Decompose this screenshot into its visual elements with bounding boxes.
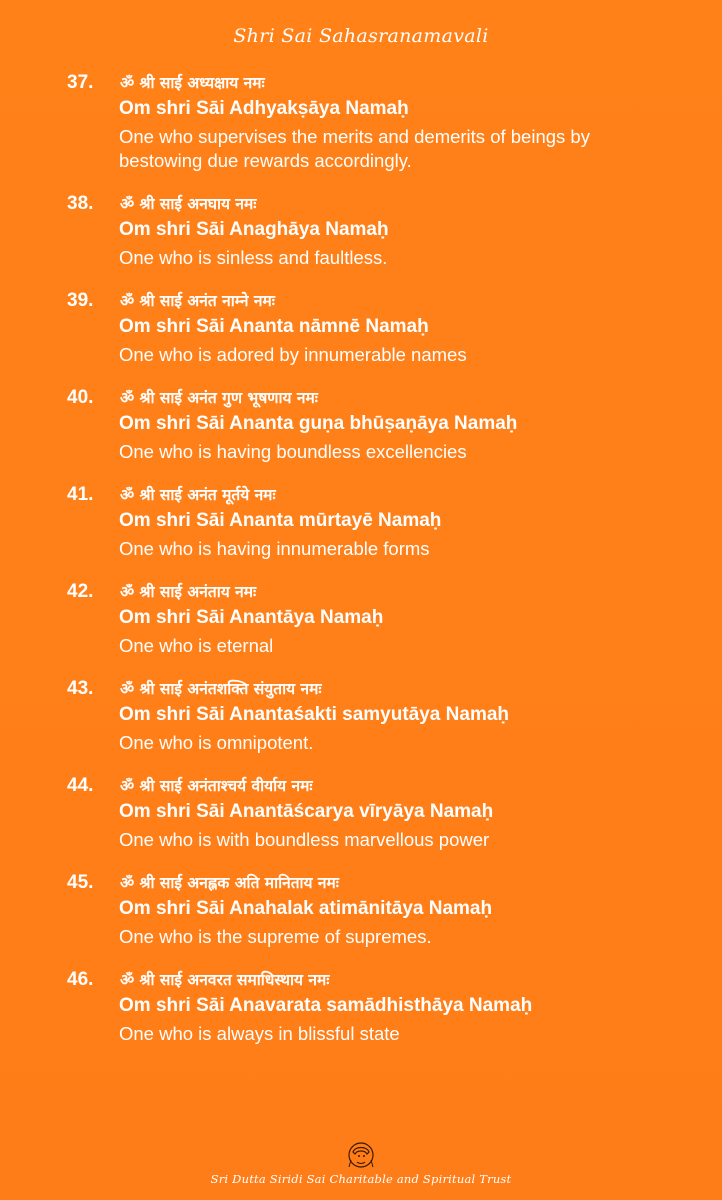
list-item: [0, 193, 722, 270]
sanskrit-mantra: ॐ श्री साई अनंत मूर्तये नमः: [120, 486, 276, 504]
footer: [0, 1140, 722, 1200]
transliteration: Om shri Sāi Ananta mūrtayē Namaḥ: [119, 510, 442, 531]
meaning: One who is having innumerable forms: [119, 538, 430, 559]
meaning: One who supervises the merits and demerits of beings by bestowing due rewards accordingly.: [119, 126, 590, 171]
entry-number: 44.: [67, 775, 94, 796]
sanskrit-mantra: ॐ श्री साई अनघाय नमः: [120, 195, 257, 213]
entry-number: 38.: [67, 193, 94, 214]
transliteration: Om shri Sāi Anantāścarya vīryāya Namaḥ: [119, 801, 494, 822]
entry-number: 43.: [67, 678, 94, 699]
meaning: One who is with boundless marvellous power: [119, 829, 490, 850]
sanskrit-mantra: ॐ श्री साई अनंताश्चर्य वीर्याय नमः: [120, 777, 313, 795]
footer-text: Sri Dutta Siridi Sai Charitable and Spiritual Trust: [210, 1172, 512, 1186]
transliteration: Om shri Sāi Ananta nāmnē Namaḥ: [119, 316, 429, 337]
list-item: [0, 678, 722, 755]
transliteration: Om shri Sāi Anantaśakti samyutāya Namaḥ: [119, 704, 510, 725]
list-item: [0, 775, 722, 852]
entry-number: 42.: [67, 581, 94, 602]
meaning: One who is always in blissful state: [119, 1023, 400, 1044]
entry-number: 39.: [67, 290, 94, 311]
transliteration: Om shri Sāi Anantāya Namaḥ: [119, 607, 384, 628]
sanskrit-mantra: ॐ श्री साई अनवरत समाधिस्थाय नमः: [120, 971, 330, 989]
sanskrit-mantra: ॐ श्री साई अनह्लक अति मानिताय नमः: [120, 874, 339, 892]
sanskrit-mantra: ॐ श्री साई अध्यक्षाय नमः: [120, 74, 265, 92]
list-item: [0, 581, 722, 658]
entry-number: 46.: [67, 969, 94, 990]
entries-list: [0, 72, 722, 1122]
list-item: [0, 72, 722, 173]
list-item: [0, 290, 722, 367]
meaning: One who is omnipotent.: [119, 732, 314, 753]
meaning: One who is sinless and faultless.: [119, 247, 388, 268]
meaning: One who is adored by innumerable names: [119, 344, 467, 365]
list-item: [0, 969, 722, 1046]
transliteration: Om shri Sāi Anahalak atimānitāya Namaḥ: [119, 898, 493, 919]
list-item: [0, 387, 722, 464]
meaning: One who is eternal: [119, 635, 274, 656]
meaning: One who is the supreme of supremes.: [119, 926, 432, 947]
transliteration: Om shri Sāi Anaghāya Namaḥ: [119, 219, 389, 240]
page-title: Shri Sai Sahasranamavali: [233, 25, 489, 47]
list-item: [0, 872, 722, 949]
sanskrit-mantra: ॐ श्री साई अनंत नाम्ने नमः: [120, 292, 275, 310]
transliteration: Om shri Sāi Adhyakṣāya Namaḥ: [119, 98, 409, 119]
entry-number: 37.: [67, 72, 94, 93]
sanskrit-mantra: ॐ श्री साई अनंताय नमः: [120, 583, 257, 601]
sai-baba-portrait-icon: [345, 1140, 377, 1170]
entry-number: 45.: [67, 872, 94, 893]
sanskrit-mantra: ॐ श्री साई अनंतशक्ति संयुताय नमः: [120, 680, 322, 698]
list-item: [0, 484, 722, 561]
entry-number: 41.: [67, 484, 94, 505]
transliteration: Om shri Sāi Anavarata samādhisthāya Namaḥ: [119, 995, 533, 1016]
transliteration: Om shri Sāi Ananta guṇa bhūṣaṇāya Namaḥ: [119, 413, 518, 434]
sanskrit-mantra: ॐ श्री साई अनंत गुण भूषणाय नमः: [120, 389, 318, 407]
meaning: One who is having boundless excellencies: [119, 441, 467, 462]
entry-number: 40.: [67, 387, 94, 408]
